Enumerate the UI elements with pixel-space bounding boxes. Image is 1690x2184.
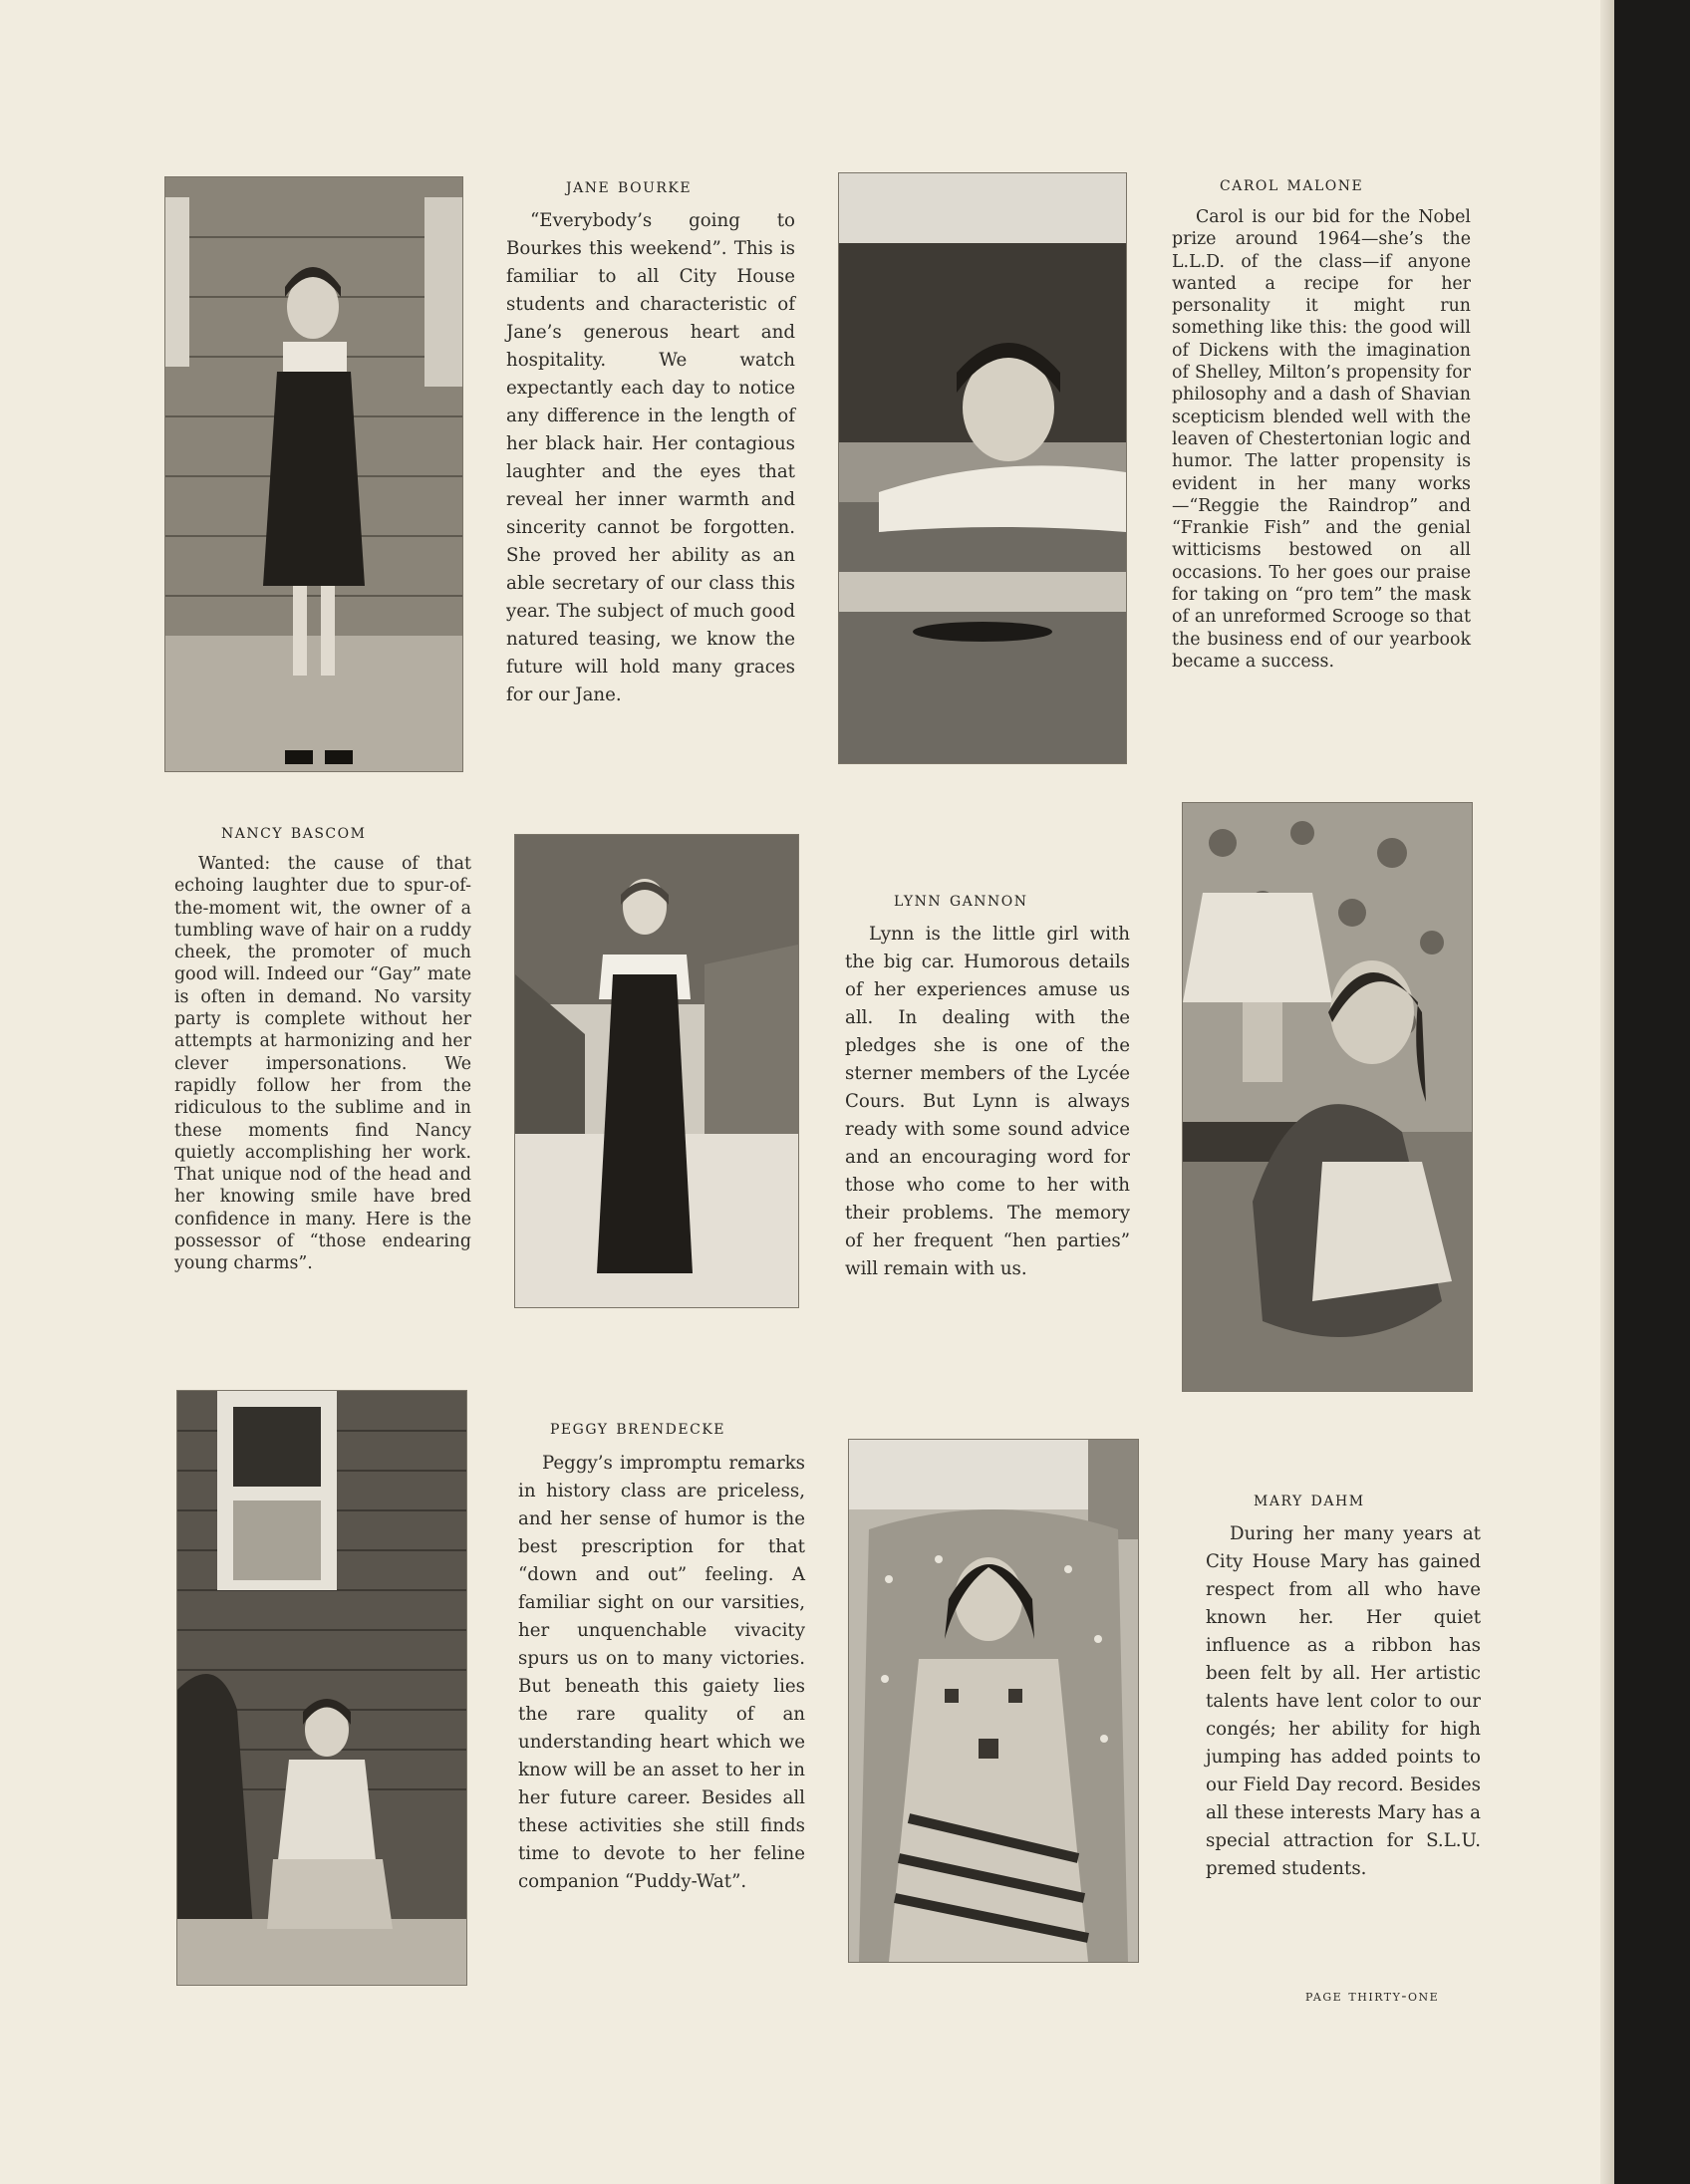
photo-jane-bourke bbox=[164, 176, 463, 772]
student-bio-lynn-gannon: Lynn is the little girl with the big car. Humorous details of her experiences amuse us all. In dealing with the pledges she is one of the sterner members of the Lycée Cours. But Lynn is always ready with some sound advice and an encouraging word for those who come to her with their problems. The memory of her frequent “hen parties” will remain with us. bbox=[845, 924, 1130, 1279]
student-name-mary-dahm: mary dahm bbox=[1254, 1487, 1365, 1510]
student-name-lynn-gannon: lynn gannon bbox=[894, 887, 1028, 911]
page-edge-shadow bbox=[1600, 0, 1614, 2184]
photo-carol-malone bbox=[838, 172, 1127, 764]
student-bio-mary-dahm: During her many years at City House Mary has gained respect from all who have known her. Her quiet influence as a ribbon has been felt by all. Her artistic talents have lent color to our congés; her ability for high jumping has added points to our Field Day record. Besides all these interests Mary has a special attraction for S.L.U. premed students. bbox=[1206, 1523, 1481, 1879]
photo-mary-dahm bbox=[848, 1439, 1139, 1963]
student-bio-nancy-bascom: Wanted: the cause of that echoing laughter due to spur-of-the-moment wit, the owner of a tumbling wave of hair on a ruddy cheek, the promoter of much good will. Indeed our “Gay” mate is often in demand. No varsity party is complete without her attempts at harmonizing and her clever impersonations. We rapidly follow her from the ridiculous to the sublime and in these moments find Nancy quietly accomplishing her work. That unique nod of the head and her knowing smile have bred confidence in many. Here is the possessor of “those endearing young charms”. bbox=[174, 854, 471, 1274]
student-name-nancy-bascom: nancy bascom bbox=[221, 819, 367, 843]
photo-nancy-bascom bbox=[514, 834, 799, 1308]
student-name-jane-bourke: jane bourke bbox=[566, 173, 693, 197]
page-number: page thirty-one bbox=[1305, 1987, 1440, 2005]
student-name-peggy-brendecke: peggy brendecke bbox=[550, 1415, 725, 1439]
student-bio-jane-bourke: “Everybody’s going to Bourkes this weekend”. This is familiar to all City House students and characteristic of Jane’s generous heart and hospitality. We watch expectantly each day to notice any difference in the length of her black hair. Her contagious laughter and the eyes that reveal her inner warmth and sincerity cannot be forgotten. She proved her ability as an able secretary of our class this year. The subject of much good natured teasing, we know the future will hold many graces for our Jane. bbox=[506, 210, 795, 705]
student-bio-peggy-brendecke: Peggy’s impromptu remarks in history class are priceless, and her sense of humor is the best prescription for that “down and out” feeling. A familiar sight on our varsities, her unquenchable vivacity spurs us on to many victories. But beneath this gaiety lies the rare quality of an understanding heart which we know will be an asset to her in her future career. Besides all these activities she still finds time to devote to her feline companion “Puddy-Wat”. bbox=[518, 1453, 805, 1892]
student-name-carol-malone: carol malone bbox=[1220, 171, 1364, 195]
photo-peggy-brendecke bbox=[176, 1390, 467, 1986]
scan-background bbox=[1614, 0, 1690, 2184]
photo-lynn-gannon bbox=[1182, 802, 1473, 1392]
student-bio-carol-malone: Carol is our bid for the Nobel prize around 1964—she’s the L.L.D. of the class—if anyone wanted a recipe for her personality it might run something like this: the good will of Dickens with the imagination of Shelley, Milton’s propensity for philosophy and a dash of Shavian scepticism blended well with the leaven of Chestertonian logic and humor. The latter propensity is evident in her many works—“Reggie the Raindrop” and “Frankie Fish” and the genial witticisms bestowed on all occasions. To her goes our praise for taking on “pro tem” the mask of an unreformed Scrooge so that the business end of our yearbook became a success. bbox=[1172, 207, 1471, 672]
